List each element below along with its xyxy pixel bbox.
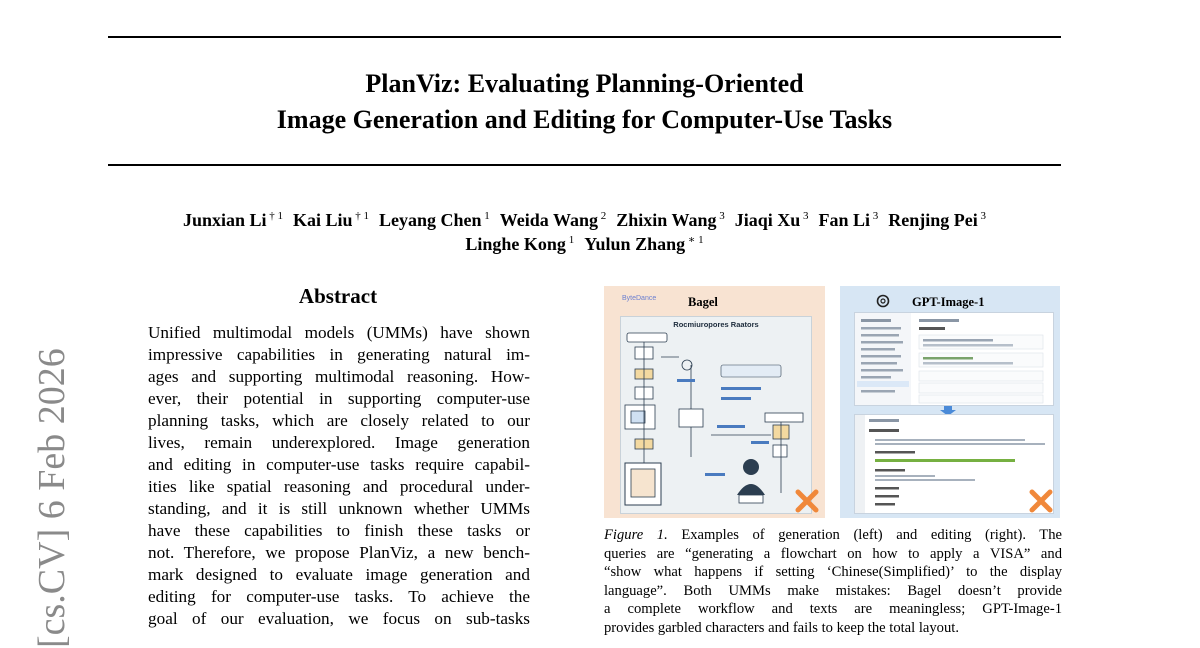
author-name-text: Junxian Li [182, 210, 267, 230]
author-name-text: Zhixin Wang [616, 210, 717, 230]
caption-figure-label: Figure 1. [604, 527, 668, 543]
panel-label-gpt-image-1: GPT-Image-1 [912, 295, 985, 309]
author-name-text: Kai Liu [293, 210, 353, 230]
title-rule-bottom [108, 164, 1061, 166]
author-list-line-1 [108, 208, 1061, 232]
figure-panel-generation [604, 286, 825, 518]
abstract-line: mark designed to evaluate image generation and [148, 565, 530, 584]
author-affiliation-mark: 3 [800, 210, 809, 222]
paper-title-line-1: PlanViz: Evaluating Planning-Oriented [365, 69, 804, 98]
abstract-line: ever, their potential in supporting computer-use [148, 389, 530, 408]
author-name-text: Jiaqi Xu [734, 210, 801, 230]
abstract-line: editing for computer-use tasks. To achieve the [148, 587, 530, 606]
author-name-text: Renjing Pei [888, 210, 978, 230]
bytedance-logo: ByteDance [622, 295, 657, 302]
generated-flowchart-image [620, 316, 812, 514]
abstract-line: and editing in computer-use tasks require capabil- [148, 455, 530, 474]
author-affiliation-mark: ∗ 1 [685, 234, 704, 246]
abstract-line: impressive capabilities in generating natural im- [148, 345, 530, 364]
author-name-text: Linghe Kong [465, 234, 566, 254]
author-name [735, 210, 809, 230]
caption-line: a complete workflow and texts are meaningless; GPT-Image-1 [604, 601, 1062, 617]
figure-caption [604, 526, 1062, 637]
abstract-body [148, 322, 530, 648]
abstract-line: standing, and it is still unknown whether UMMs [148, 499, 530, 518]
author-affiliation-mark: 1 [565, 234, 575, 246]
paper-title-line-2: Image Generation and Editing for Computer-Use Tasks [276, 105, 893, 134]
failure-x-icon [1028, 488, 1054, 514]
abstract-line: ages and supporting multimodal reasoning. How- [148, 367, 530, 386]
abstract-heading: Abstract [298, 284, 378, 308]
abstract-line: Unified multimodal models (UMMs) have shown [148, 323, 530, 342]
abstract-line: planning tasks, which are closely related to our [148, 411, 530, 430]
settings-screenshot-after [854, 414, 1054, 514]
abstract-line: not. Therefore, we propose PlanViz, a new bench- [148, 543, 530, 562]
author-name [500, 210, 606, 230]
figure-panel-editing [840, 286, 1060, 518]
failure-x-icon [794, 488, 820, 514]
author-name [584, 234, 703, 254]
abstract-line: lives, remain underexplored. Image generation [148, 433, 530, 452]
settings-screenshot-before [854, 312, 1054, 406]
caption-line: “show what happens if setting ‘Chinese(Simplified)’ to the display [604, 564, 1062, 580]
author-affiliation-mark: 2 [598, 210, 607, 222]
caption-line: provides garbled characters and fails to keep the total layout. [604, 619, 959, 636]
flowchart-title: Rocmiuropores Raators [673, 320, 759, 329]
author-name-text: Leyang Chen [379, 210, 482, 230]
author-name-text: Fan Li [818, 210, 871, 230]
author-name [293, 210, 369, 230]
author-name [888, 210, 986, 230]
author-name [379, 210, 490, 230]
author-affiliation-mark: 1 [481, 210, 490, 222]
abstract-line: ities like spatial reasoning and procedural under- [148, 477, 530, 496]
author-affiliation-mark: 3 [977, 210, 987, 222]
title-rule-top [108, 36, 1061, 38]
author-list-line-2 [108, 232, 1061, 256]
author-name [819, 210, 879, 230]
author-name [183, 210, 283, 230]
abstract-line: have these capabilities to finish these tasks or [148, 521, 530, 540]
author-affiliation-mark: 3 [870, 210, 879, 222]
caption-line: language”. Both UMMs make mistakes: Bagel doesn’t provide [604, 582, 1062, 599]
abstract-line: goal of our evaluation, we focus on sub-tasks [148, 609, 530, 628]
author-name-text: Yulun Zhang [584, 234, 686, 254]
caption-line [604, 526, 1062, 545]
author-name [465, 234, 574, 254]
author-name [616, 210, 724, 230]
author-affiliation-mark: † 1 [352, 210, 370, 222]
author-name-text: Weida Wang [499, 210, 598, 230]
panel-label-bagel: Bagel [688, 295, 718, 309]
openai-logo-icon [876, 294, 890, 308]
caption-text: Examples of generation (left) and editing (right). The [667, 527, 1062, 543]
caption-line: queries are “generating a flowchart on how to apply a VISA” and [604, 545, 1062, 562]
author-affiliation-mark: 3 [716, 210, 725, 222]
arxiv-stamp: [cs.CV] 6 Feb 2026 [31, 348, 73, 648]
author-affiliation-mark: † 1 [266, 210, 283, 222]
